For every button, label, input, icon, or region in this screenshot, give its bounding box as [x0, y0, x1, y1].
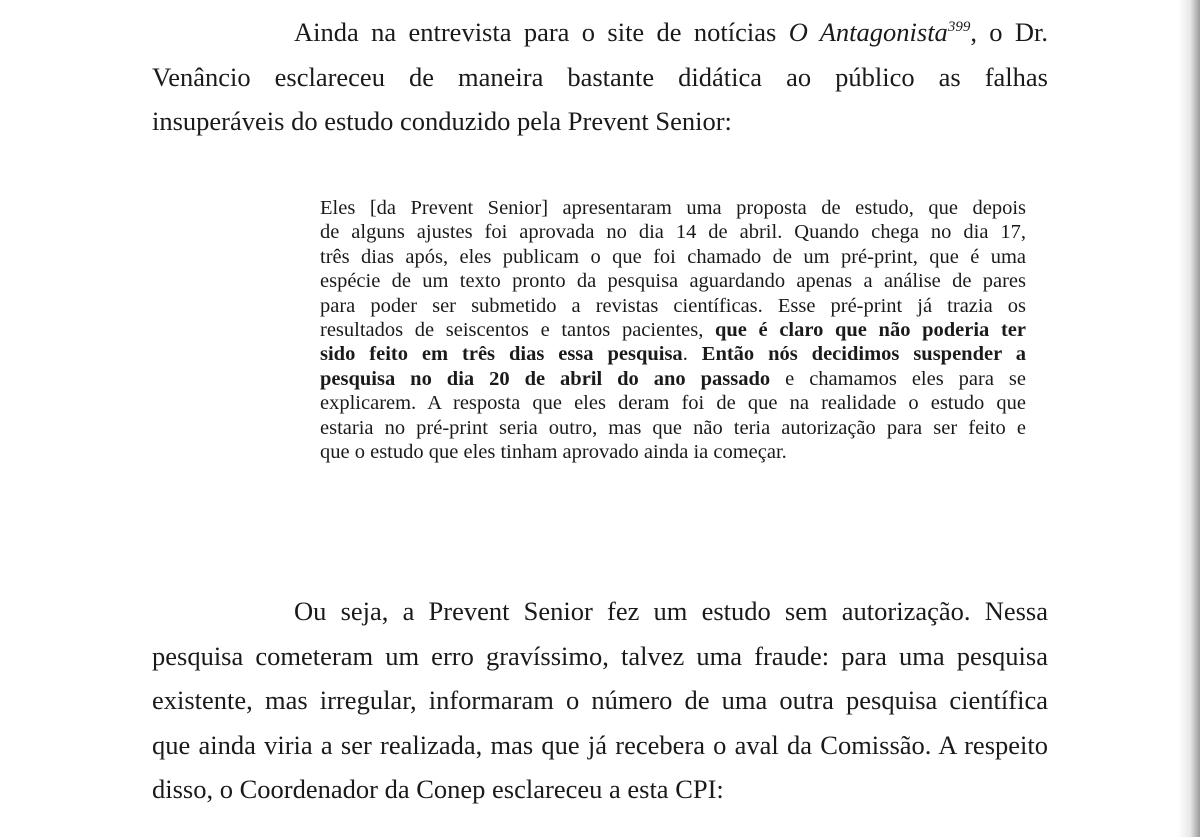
quote-line-9: explicarem. A resposta que eles deram foi de que na realidade o estudo que	[320, 392, 1026, 415]
quote-line-7	[320, 342, 1026, 366]
quote-line-6	[320, 318, 1026, 342]
intro-line-1-end: , o Dr.	[970, 17, 1049, 47]
quote-line-8-bold: pesquisa no dia 20 de abril do ano passado	[320, 367, 771, 390]
analysis-line-1: Ou seja, a Prevent Senior fez um estudo sem autorização. Nessa	[294, 596, 1048, 626]
quote-line-1: Eles [da Prevent Senior] apresentaram uma proposta de estudo, que depois	[320, 197, 1026, 219]
analysis-paragraph	[152, 589, 1048, 812]
intro-line-1	[152, 10, 1048, 55]
quote-line-4: espécie de um texto pronto da pesquisa aguardando apenas a análise de pares	[320, 270, 1026, 293]
quote-line-7-bold-2: Então nós decidimos suspender a	[701, 343, 1026, 366]
quote-line-8	[320, 367, 1026, 391]
analysis-line-3: existente, mas irregular, informaram o número de uma outra pesquisa científica	[152, 685, 1048, 715]
quote-line-6-bold: que é claro que não poderia ter	[715, 319, 1026, 342]
quote-line-2: de alguns ajustes foi aprovada no dia 14 de abril. Quando chega no dia 17,	[320, 221, 1026, 244]
analysis-line-4: que ainda viria a ser realizada, mas que já recebera o aval da Comissão. A respeito	[152, 729, 1048, 760]
analysis-line-2: pesquisa cometeram um erro gravíssimo, talvez uma fraude: para uma pesquisa	[152, 640, 1048, 671]
intro-paragraph	[152, 10, 1048, 144]
intro-line-3: insuperáveis do estudo conduzido pela Prevent Senior:	[152, 106, 732, 136]
quote-line-7-bold: sido feito em três dias essa pesquisa	[320, 343, 683, 366]
quote-line-11: que o estudo que eles tinham aprovado ainda ia começar.	[320, 441, 787, 464]
analysis-line-5: disso, o Coordenador da Conep esclareceu a esta CPI:	[152, 774, 724, 804]
quote-line-3: três dias após, eles publicam o que foi chamado de um pré-print, que é uma	[320, 245, 1026, 268]
page-edge-shadow	[1178, 0, 1200, 837]
intro-line-2: Venâncio esclareceu de maneira bastante didática ao público as falhas	[152, 61, 1048, 92]
source-title: O Antagonista	[788, 17, 948, 47]
intro-line-1-text: Ainda na entrevista para o site de notícias	[294, 17, 789, 47]
quote-line-7-text: .	[682, 343, 702, 366]
footnote-ref-399[interactable]: 399	[947, 19, 971, 36]
quote-line-5: para poder ser submetido a revistas científicas. Esse pré-print já trazia os	[320, 294, 1026, 317]
quote-line-6-text: resultados de seiscentos e tantos pacientes,	[320, 319, 715, 342]
quote-line-8-text: e chamamos eles para se	[770, 367, 1026, 390]
block-quote	[320, 196, 1026, 464]
quote-line-10: estaria no pré-print seria outro, mas que não teria autorização para ser feito e	[320, 416, 1026, 439]
